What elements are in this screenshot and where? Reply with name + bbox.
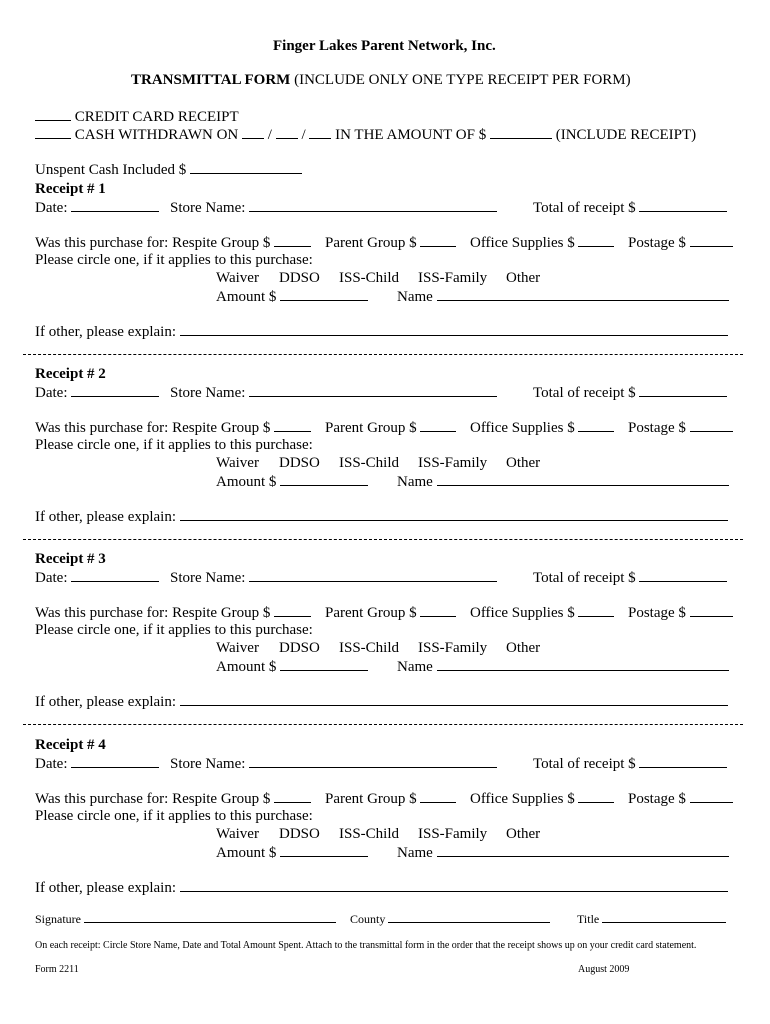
- parent-group-blank[interactable]: [420, 233, 456, 247]
- ddso-option[interactable]: DDSO: [279, 826, 320, 842]
- name-label: Name: [397, 289, 433, 305]
- credit-card-check-blank[interactable]: [35, 107, 71, 121]
- parent-group-label: Parent Group $: [325, 791, 417, 807]
- other-explain-row: [35, 692, 728, 711]
- parent-group-blank[interactable]: [420, 789, 456, 803]
- receipt-title: Receipt # 4: [35, 737, 106, 753]
- date-blank[interactable]: [71, 568, 159, 582]
- form-title: [131, 71, 631, 89]
- respite-group-blank[interactable]: [274, 603, 311, 617]
- date-blank[interactable]: [71, 383, 159, 397]
- store-label: Store Name:: [170, 385, 246, 401]
- total-label: Total of receipt $: [533, 756, 636, 772]
- postage-row: [628, 418, 733, 437]
- iss-family-option[interactable]: ISS-Family: [418, 826, 488, 842]
- dashed-separator: [23, 724, 743, 725]
- parent-group-label: Parent Group $: [325, 605, 417, 621]
- store-name-blank[interactable]: [249, 754, 497, 768]
- store-name-blank[interactable]: [249, 383, 497, 397]
- receipt-title: Receipt # 1: [35, 181, 106, 197]
- other-option[interactable]: Other: [506, 270, 541, 286]
- date-label: Date:: [35, 570, 68, 586]
- cash-month-blank[interactable]: [242, 125, 264, 139]
- parent-group-row: [325, 233, 456, 252]
- instructions-note: On each receipt: Circle Store Name, Date and Total Amount Spent. Attach to the transmittal form in the order that the receipt shows up on your credit card statement.: [35, 940, 697, 951]
- county-row: [350, 910, 550, 928]
- parent-group-label: Parent Group $: [325, 235, 417, 251]
- store-row: [170, 754, 497, 773]
- amount-blank[interactable]: [280, 657, 368, 671]
- postage-label: Postage $: [628, 605, 686, 621]
- unspent-cash-label: Unspent Cash Included $: [35, 162, 187, 178]
- total-blank[interactable]: [639, 754, 727, 768]
- date-blank[interactable]: [71, 198, 159, 212]
- other-option[interactable]: Other: [506, 826, 541, 842]
- purchase-for-row: [35, 233, 311, 252]
- iss-child-option[interactable]: ISS-Child: [339, 455, 400, 471]
- waiver-option[interactable]: Waiver: [216, 455, 259, 471]
- signature-blank[interactable]: [84, 911, 336, 923]
- form-number: Form 2211: [35, 964, 79, 975]
- amount-row: [216, 657, 368, 676]
- store-label: Store Name:: [170, 200, 246, 216]
- receipt-title: Receipt # 3: [35, 551, 106, 567]
- office-supplies-blank[interactable]: [578, 789, 614, 803]
- total-label: Total of receipt $: [533, 570, 636, 586]
- other-explain-row: [35, 322, 728, 341]
- date-row: [35, 198, 159, 217]
- store-label: Store Name:: [170, 756, 246, 772]
- office-supplies-label: Office Supplies $: [470, 791, 575, 807]
- waiver-option[interactable]: Waiver: [216, 640, 259, 656]
- store-row: [170, 198, 497, 217]
- amount-row: [216, 287, 368, 306]
- amount-label: Amount $: [216, 659, 277, 675]
- total-row: [533, 383, 727, 402]
- title-blank[interactable]: [602, 911, 726, 923]
- purchase-for-row: [35, 789, 311, 808]
- other-explain-label: If other, please explain:: [35, 880, 177, 896]
- office-supplies-label: Office Supplies $: [470, 605, 575, 621]
- respite-group-label: Was this purchase for: Respite Group $: [35, 791, 271, 807]
- cash-amount-blank[interactable]: [490, 125, 552, 139]
- cash-check-blank[interactable]: [35, 125, 71, 139]
- amount-row: [216, 843, 368, 862]
- other-explain-label: If other, please explain:: [35, 509, 177, 525]
- office-supplies-row: [470, 603, 614, 622]
- total-row: [533, 568, 727, 587]
- other-explain-row: [35, 507, 728, 526]
- date-row: [35, 383, 159, 402]
- ddso-option[interactable]: DDSO: [279, 270, 320, 286]
- amount-row: [216, 472, 368, 491]
- name-blank[interactable]: [437, 472, 729, 486]
- cash-slash-2: /: [301, 127, 306, 143]
- postage-row: [628, 603, 733, 622]
- other-explain-label: If other, please explain:: [35, 324, 177, 340]
- title-row: [577, 910, 726, 928]
- office-supplies-blank[interactable]: [578, 603, 614, 617]
- amount-blank[interactable]: [280, 287, 368, 301]
- iss-child-option[interactable]: ISS-Child: [339, 826, 400, 842]
- other-explain-blank[interactable]: [180, 507, 728, 521]
- date-row: [35, 754, 159, 773]
- other-explain-label: If other, please explain:: [35, 694, 177, 710]
- iss-child-option[interactable]: ISS-Child: [339, 640, 400, 656]
- other-option[interactable]: Other: [506, 640, 541, 656]
- circle-one-label: Please circle one, if it applies to this purchase:: [35, 808, 313, 824]
- unspent-cash-blank[interactable]: [190, 160, 302, 174]
- name-row: [397, 287, 729, 306]
- office-supplies-blank[interactable]: [578, 418, 614, 432]
- circle-one-label: Please circle one, if it applies to this purchase:: [35, 437, 313, 453]
- cash-year-blank[interactable]: [309, 125, 331, 139]
- name-row: [397, 472, 729, 491]
- waiver-option[interactable]: Waiver: [216, 826, 259, 842]
- total-label: Total of receipt $: [533, 200, 636, 216]
- form-title-bold: TRANSMITTAL FORM: [131, 72, 291, 88]
- org-name: Finger Lakes Parent Network, Inc.: [273, 38, 496, 54]
- store-name-blank[interactable]: [249, 198, 497, 212]
- date-row: [35, 568, 159, 587]
- office-supplies-label: Office Supplies $: [470, 235, 575, 251]
- name-row: [397, 657, 729, 676]
- amount-blank[interactable]: [280, 843, 368, 857]
- respite-group-label: Was this purchase for: Respite Group $: [35, 420, 271, 436]
- ddso-option[interactable]: DDSO: [279, 455, 320, 471]
- parent-group-row: [325, 418, 456, 437]
- circle-one-label: Please circle one, if it applies to this purchase:: [35, 622, 313, 638]
- amount-blank[interactable]: [280, 472, 368, 486]
- office-supplies-label: Office Supplies $: [470, 420, 575, 436]
- iss-child-option[interactable]: ISS-Child: [339, 270, 400, 286]
- respite-group-blank[interactable]: [274, 789, 311, 803]
- circle-one-label: Please circle one, if it applies to this purchase:: [35, 252, 313, 268]
- parent-group-row: [325, 789, 456, 808]
- postage-row: [628, 789, 733, 808]
- name-blank[interactable]: [437, 287, 729, 301]
- name-label: Name: [397, 845, 433, 861]
- amount-label: Amount $: [216, 289, 277, 305]
- cash-amount-label: IN THE AMOUNT OF $: [335, 127, 487, 143]
- name-blank[interactable]: [437, 843, 729, 857]
- total-blank[interactable]: [639, 568, 727, 582]
- total-row: [533, 754, 727, 773]
- respite-group-label: Was this purchase for: Respite Group $: [35, 605, 271, 621]
- iss-family-option[interactable]: ISS-Family: [418, 640, 488, 656]
- store-name-blank[interactable]: [249, 568, 497, 582]
- purchase-for-row: [35, 418, 311, 437]
- other-explain-row: [35, 878, 728, 897]
- postage-row: [628, 233, 733, 252]
- respite-group-blank[interactable]: [274, 233, 311, 247]
- signature-row: [35, 910, 336, 928]
- form-date: August 2009: [578, 964, 630, 975]
- other-explain-blank[interactable]: [180, 692, 728, 706]
- ddso-option[interactable]: DDSO: [279, 640, 320, 656]
- respite-group-blank[interactable]: [274, 418, 311, 432]
- office-supplies-row: [470, 233, 614, 252]
- amount-label: Amount $: [216, 845, 277, 861]
- name-label: Name: [397, 659, 433, 675]
- date-label: Date:: [35, 756, 68, 772]
- other-explain-blank[interactable]: [180, 322, 728, 336]
- other-option[interactable]: Other: [506, 455, 541, 471]
- postage-blank[interactable]: [690, 603, 733, 617]
- date-label: Date:: [35, 385, 68, 401]
- receipt-title: Receipt # 2: [35, 366, 106, 382]
- office-supplies-row: [470, 418, 614, 437]
- cash-include-receipt: (INCLUDE RECEIPT): [555, 127, 697, 143]
- parent-group-row: [325, 603, 456, 622]
- date-blank[interactable]: [71, 754, 159, 768]
- postage-blank[interactable]: [690, 418, 733, 432]
- form-title-rest: (INCLUDE ONLY ONE TYPE RECEIPT PER FORM): [294, 72, 631, 88]
- county-label: County: [350, 912, 386, 926]
- unspent-cash-row: [35, 160, 302, 179]
- amount-label: Amount $: [216, 474, 277, 490]
- postage-label: Postage $: [628, 420, 686, 436]
- postage-blank[interactable]: [690, 233, 733, 247]
- name-blank[interactable]: [437, 657, 729, 671]
- total-row: [533, 198, 727, 217]
- cash-label: CASH WITHDRAWN ON: [74, 127, 239, 143]
- postage-label: Postage $: [628, 791, 686, 807]
- total-blank[interactable]: [639, 198, 727, 212]
- postage-blank[interactable]: [690, 789, 733, 803]
- name-label: Name: [397, 474, 433, 490]
- office-supplies-blank[interactable]: [578, 233, 614, 247]
- total-label: Total of receipt $: [533, 385, 636, 401]
- credit-card-option: [35, 107, 239, 126]
- waiver-option[interactable]: Waiver: [216, 270, 259, 286]
- parent-group-blank[interactable]: [420, 418, 456, 432]
- parent-group-blank[interactable]: [420, 603, 456, 617]
- store-row: [170, 568, 497, 587]
- title-label: Title: [577, 912, 600, 926]
- signature-label: Signature: [35, 912, 81, 926]
- respite-group-label: Was this purchase for: Respite Group $: [35, 235, 271, 251]
- credit-card-label: CREDIT CARD RECEIPT: [74, 109, 239, 125]
- date-label: Date:: [35, 200, 68, 216]
- other-explain-blank[interactable]: [180, 878, 728, 892]
- postage-label: Postage $: [628, 235, 686, 251]
- office-supplies-row: [470, 789, 614, 808]
- iss-family-option[interactable]: ISS-Family: [418, 270, 488, 286]
- purchase-for-row: [35, 603, 311, 622]
- name-row: [397, 843, 729, 862]
- store-row: [170, 383, 497, 402]
- store-label: Store Name:: [170, 570, 246, 586]
- cash-withdrawn-option: [35, 125, 696, 144]
- total-blank[interactable]: [639, 383, 727, 397]
- iss-family-option[interactable]: ISS-Family: [418, 455, 488, 471]
- dashed-separator: [23, 539, 743, 540]
- cash-slash-1: /: [267, 127, 272, 143]
- dashed-separator: [23, 354, 743, 355]
- cash-day-blank[interactable]: [276, 125, 298, 139]
- parent-group-label: Parent Group $: [325, 420, 417, 436]
- county-blank[interactable]: [388, 911, 550, 923]
